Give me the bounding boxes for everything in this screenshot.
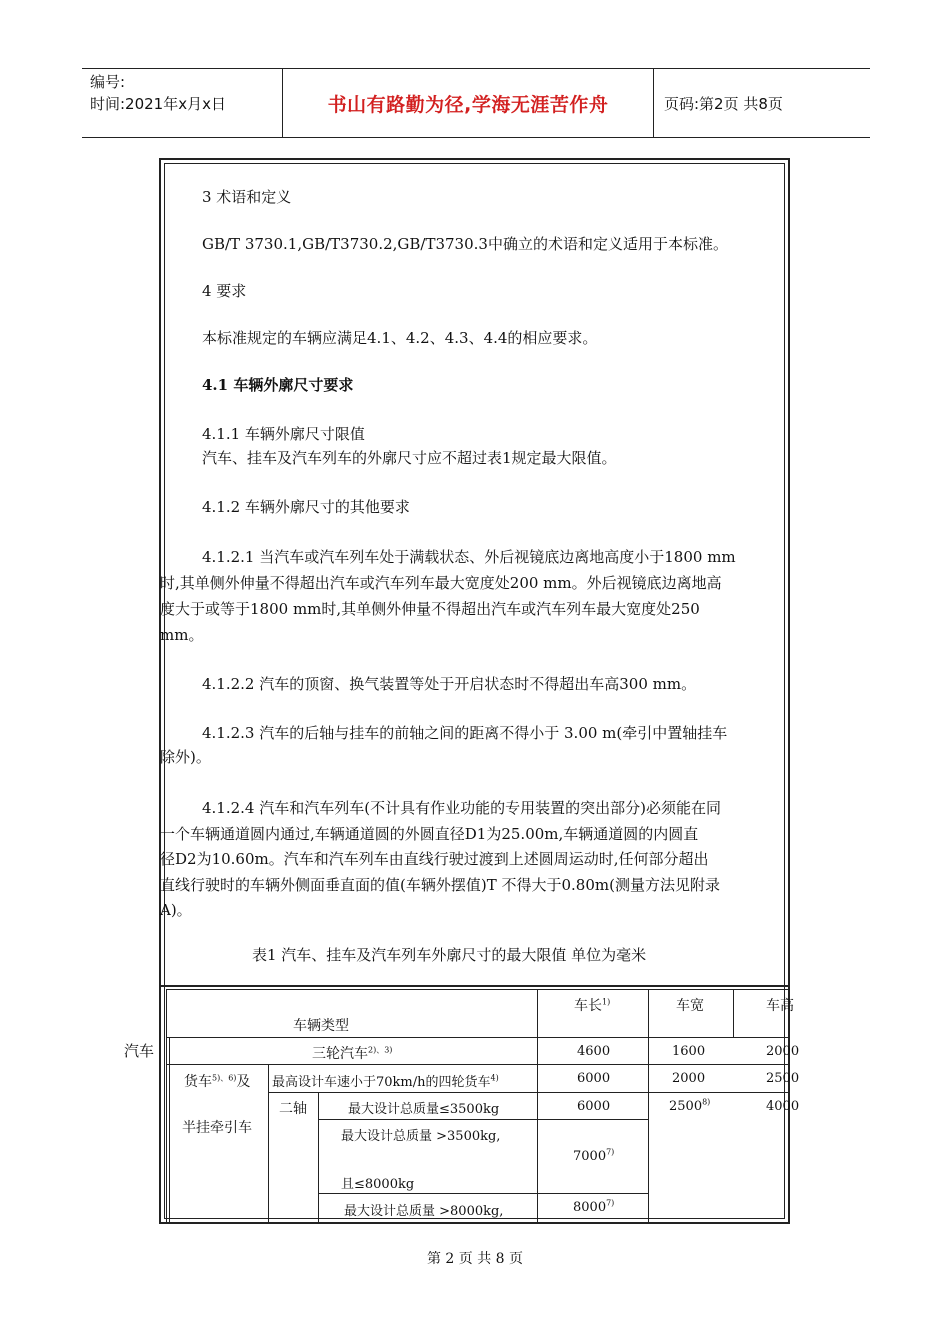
number-label: 编号: [90, 73, 126, 91]
table-col-rule [537, 989, 538, 1224]
table-col-rule [318, 1092, 319, 1224]
row-2a-2-length: 7000$^{7)}$ [573, 1147, 615, 1164]
page-footer: 第 2 页 共 8 页 [426, 1251, 524, 1267]
table-row-rule [166, 1037, 790, 1038]
row-lowspeed-height: 2500 [766, 1071, 800, 1086]
section-4-1-2-title: 4.1.2 车辆外廓尺寸的其他要求 [202, 498, 410, 516]
section-4-text: 本标准规定的车辆应满足4.1、4.2、4.3、4.4的相应要求。 [202, 329, 598, 347]
group-label-automobile: 汽车 [124, 1042, 155, 1060]
row-2a-3-label: 最大设计总质量 >8000kg, [344, 1204, 504, 1219]
table-caption: 表1 汽车、挂车及汽车列车外廓尺寸的最大限值 单位为毫米 [252, 946, 647, 964]
running-header [82, 68, 870, 138]
para-4-1-2-3-line: 4.1.2.3 汽车的后轴与挂车的前轴之间的距离不得小于 3.00 m(牵引中置轴挂车 [202, 724, 728, 742]
table-row-rule [318, 1193, 648, 1194]
header-motto-cell [283, 69, 654, 137]
col-header-length: 车长$^{1)}$ [574, 997, 611, 1014]
header-page-cell [654, 69, 870, 137]
table-row-rule [318, 1119, 648, 1120]
para-4-1-2-3-line: 除外)。 [160, 748, 211, 766]
row-tricycle-label: 三轮汽车$^{2)、3)}$ [312, 1045, 393, 1062]
col-header-type: 车辆类型 [293, 1018, 349, 1034]
table-col-rule [268, 1064, 269, 1224]
page-code: 页码:第2页 共8页 [664, 94, 783, 113]
row-lowspeed-length: 6000 [577, 1071, 611, 1086]
col-header-height: 车高 [766, 998, 794, 1014]
table-left-inner-rule [166, 989, 167, 1224]
motto-text: 书山有路勤为径,学海无涯苦作舟 [327, 93, 609, 116]
section-4-title: 4 要求 [202, 282, 247, 300]
truck-group-label-2: 半挂牵引车 [182, 1120, 252, 1136]
table-group-rule [169, 1038, 170, 1224]
truck-group-label: 货车$^{5)、6)}$及 [184, 1073, 251, 1090]
para-4-1-2-1-line: 时,其单侧外伸量不得超出汽车或汽车列车最大宽度处200 mm。外后视镜底边离地高 [160, 574, 722, 592]
table-col-rule [648, 989, 649, 1224]
para-4-1-2-4-line: 一个车辆通道圆内通过,车辆通道圆的外圆直径D1为25.00m,车辆通道圆的内圆直 [160, 825, 699, 843]
row-2a-1-width: 2500$^{8)}$ [669, 1097, 711, 1114]
two-axle-label: 二轴 [279, 1101, 307, 1117]
section-4-1-1-text: 汽车、挂车及汽车列车的外廓尺寸应不超过表1规定最大限值。 [202, 449, 617, 467]
row-lowspeed-width: 2000 [672, 1071, 706, 1086]
row-tricycle-height: 2000 [766, 1044, 800, 1059]
row-2a-1-length: 6000 [577, 1099, 611, 1114]
row-2a-2-label-line2: 且≤8000kg [341, 1177, 415, 1192]
para-4-1-2-4-line: 4.1.2.4 汽车和汽车列车(不计具有作业功能的专用装置的突出部分)必须能在同 [202, 799, 721, 817]
header-left-cell [82, 69, 283, 137]
section-3-text: GB/T 3730.1,GB/T3730.2,GB/T3730.3中确立的术语和定义适用于本标准。 [202, 235, 728, 253]
para-4-1-2-1-line: 度大于或等于1800 mm时,其单侧外伸量不得超出汽车或汽车列车最大宽度处250 [160, 600, 700, 618]
row-2a-1-height: 4000 [766, 1099, 800, 1114]
para-4-1-2-1-line: 4.1.2.1 当汽车或汽车列车处于满载状态、外后视镜底边离地高度小于1800 mm [202, 548, 736, 566]
row-lowspeed-label: 最高设计车速小于70km/h的四轮货车$^{4)}$ [272, 1073, 499, 1090]
para-4-1-2-4-line: A)。 [160, 901, 192, 919]
row-2a-1-label: 最大设计总质量≤3500kg [348, 1102, 500, 1117]
col-header-width: 车宽 [676, 998, 704, 1014]
table-row-rule [268, 1092, 790, 1093]
date-label: 时间:2021年x月x日 [90, 95, 226, 113]
para-4-1-2-4-line: 径D2为10.60m。汽车和汽车列车由直线行驶过渡到上述圆周运动时,任何部分超出 [160, 850, 709, 868]
table-top-inner-rule [166, 989, 790, 990]
row-tricycle-width: 1600 [672, 1044, 706, 1059]
section-3-title: 3 术语和定义 [202, 188, 292, 206]
section-4-1-title: 4.1 车辆外廓尺寸要求 [202, 376, 354, 394]
para-4-1-2-4-line: 直线行驶时的车辆外侧面垂直面的值(车辆外摆值)T 不得大于0.80m(测量方法见附录 [160, 876, 720, 894]
row-2a-3-length: 8000$^{7)}$ [573, 1198, 615, 1215]
row-tricycle-length: 4600 [577, 1044, 611, 1059]
table-col-rule [733, 989, 734, 1037]
para-4-1-2-2: 4.1.2.2 汽车的顶窗、换气装置等处于开启状态时不得超出车高300 mm。 [202, 675, 697, 693]
row-2a-2-label-line1: 最大设计总质量 >3500kg, [341, 1129, 501, 1144]
section-4-1-1-title: 4.1.1 车辆外廓尺寸限值 [202, 425, 365, 443]
para-4-1-2-1-line: mm。 [160, 626, 204, 644]
table-row-rule [166, 1064, 790, 1065]
table-top-rule [159, 985, 790, 987]
